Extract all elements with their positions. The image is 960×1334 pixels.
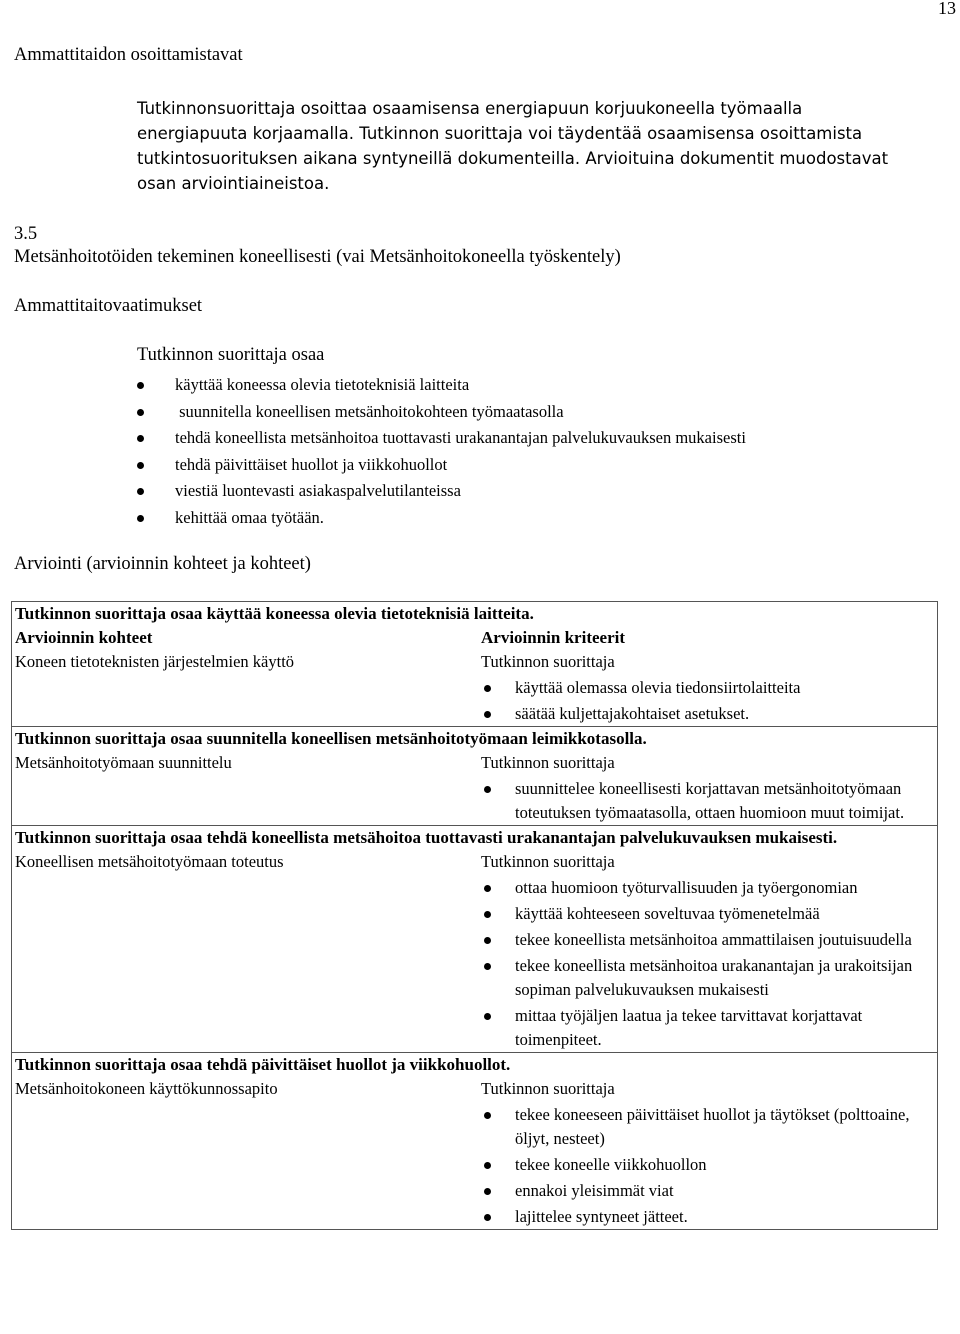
criteria-lead: Tutkinnon suorittaja <box>481 1079 615 1098</box>
intro-line: Tutkinnonsuorittaja osoittaa osaamisensa energiapuun korjuukoneella työmaalla <box>137 99 803 118</box>
requirement-text: suunnitella koneellisen metsänhoitokohteen työmaatasolla <box>175 401 564 421</box>
list-item <box>481 1101 937 1151</box>
criteria-list <box>481 874 937 1052</box>
list-item <box>481 874 937 900</box>
bullet-icon <box>137 488 144 495</box>
list-item <box>137 478 746 505</box>
criteria-lead: Tutkinnon suorittaja <box>481 852 615 871</box>
bullet-icon <box>484 685 491 692</box>
criterion-text: tekee koneelle viikkohuollon <box>515 1155 707 1174</box>
criteria-list <box>481 674 937 726</box>
bullet-icon <box>137 409 144 416</box>
bullet-icon <box>484 1112 491 1119</box>
list-item <box>481 674 937 700</box>
criterion-text: mittaa työjäljen laatua ja tekee tarvittavat korjattavat toimenpiteet. <box>515 1006 863 1049</box>
requirement-text: tehdä koneellista metsänhoitoa tuottavasti urakanantajan palvelukuvauksen mukaisesti <box>175 428 746 448</box>
section-number: 3.5 <box>14 224 38 244</box>
requirement-text: kehittää omaa työtään. <box>175 507 324 527</box>
criterion-text: käyttää kohteeseen soveltuvaa työmenetelmää <box>515 904 820 923</box>
bullet-icon <box>484 885 491 892</box>
bullet-icon <box>484 1013 491 1020</box>
list-item <box>481 1151 937 1177</box>
bullet-icon <box>484 1188 491 1195</box>
criteria-list <box>481 775 937 825</box>
intro-line: tutkintosuorituksen aikana syntyneillä dokumenteilla. Arvioituina dokumentit muodostavat <box>137 149 889 168</box>
criterion-text: säätää kuljettajakohtaiset asetukset. <box>515 704 750 723</box>
criterion-text: tekee koneeseen päivittäiset huollot ja täytökset (polttoaine, öljyt, nesteet) <box>515 1105 910 1148</box>
requirement-text: viestiä luontevasti asiakaspalvelutilanteissa <box>175 481 461 501</box>
evaluation-criteria <box>481 650 937 726</box>
list-item <box>481 775 937 825</box>
bullet-icon <box>484 963 491 970</box>
table-header-row <box>12 626 937 650</box>
requirement-text: käyttää koneessa olevia tietoteknisiä laitteita <box>175 375 470 394</box>
list-item <box>481 700 937 726</box>
heading-arviointi: Arviointi (arvioinnin kohteet ja kohteet) <box>14 554 311 574</box>
evaluation-target: Koneen tietoteknisten järjestelmien käyttö <box>15 652 295 671</box>
criterion-text: ennakoi yleisimmät viat <box>515 1181 674 1200</box>
criterion-text: ottaa huomioon työturvallisuuden ja työergonomian <box>515 878 858 897</box>
list-item <box>481 1177 937 1203</box>
bullet-icon <box>484 1214 491 1221</box>
criteria-lead: Tutkinnon suorittaja <box>481 652 615 671</box>
intro-line: osan arviointiaineistoa. <box>137 174 330 193</box>
bullet-icon <box>484 1162 491 1169</box>
skill-row: Tutkinnon suorittaja osaa tehdä koneellista metsähoitoa tuottavasti urakanantajan palvelukuvauksen mukaisesti. <box>12 825 937 850</box>
list-item <box>137 399 746 426</box>
skill-row: Tutkinnon suorittaja osaa tehdä päivittäiset huollot ja viikkohuollot. <box>12 1052 937 1077</box>
evaluation-criteria <box>481 850 937 1052</box>
header-targets: Arvioinnin kohteet <box>15 628 153 647</box>
list-item <box>137 452 746 479</box>
evaluation-target: Metsänhoitokoneen käyttökunnossapito <box>15 1079 278 1098</box>
criterion-text: lajittelee syntyneet jätteet. <box>515 1207 688 1226</box>
evaluation-criteria <box>481 1077 937 1229</box>
criteria-list <box>481 1101 937 1229</box>
table-row <box>12 751 937 825</box>
requirements-lead: Tutkinnon suorittaja osaa <box>137 345 325 365</box>
table-row <box>12 850 937 1052</box>
evaluation-target: Koneellisen metsähoitotyömaan toteutus <box>15 852 284 871</box>
list-item <box>137 505 746 532</box>
table-row <box>12 650 937 726</box>
heading-ammattitaitovaatimukset: Ammattitaitovaatimukset <box>14 296 203 316</box>
evaluation-target: Metsänhoitotyömaan suunnittelu <box>15 753 232 772</box>
bullet-icon <box>137 515 144 522</box>
page-number: 13 <box>938 0 956 18</box>
bullet-icon <box>484 937 491 944</box>
list-item <box>137 372 746 399</box>
bullet-icon <box>484 711 491 718</box>
list-item <box>137 425 746 452</box>
skill-row: Tutkinnon suorittaja osaa käyttää koneessa olevia tietoteknisiä laitteita. <box>12 601 937 626</box>
bullet-icon <box>137 435 144 442</box>
bullet-icon <box>484 911 491 918</box>
list-item <box>481 952 937 1002</box>
header-criteria: Arvioinnin kriteerit <box>481 628 626 647</box>
criterion-text: tekee koneellista metsänhoitoa ammattilaisen joutuisuudella <box>515 930 912 949</box>
evaluation-criteria <box>481 751 937 825</box>
heading-ammattitaidon-osoittamistavat: Ammattitaidon osoittamistavat <box>14 45 243 65</box>
table-row <box>12 1077 937 1229</box>
list-item <box>481 1203 937 1229</box>
criterion-text: käyttää olemassa olevia tiedonsiirtolaitteita <box>515 678 801 697</box>
intro-line: energiapuuta korjaamalla. Tutkinnon suorittaja voi täydentää osaamisensa osoittamista <box>137 124 863 143</box>
bullet-icon <box>137 462 144 469</box>
intro-paragraph <box>137 96 927 196</box>
bullet-icon <box>484 786 491 793</box>
criterion-text: tekee koneellista metsänhoitoa urakanantajan ja urakoitsijan sopiman palvelukuvauksen mukaisesti <box>515 956 913 999</box>
list-item <box>481 1002 937 1052</box>
requirement-text: tehdä päivittäiset huollot ja viikkohuollot <box>175 454 448 474</box>
evaluation-table <box>11 601 938 1230</box>
requirements-list <box>137 372 746 532</box>
list-item <box>481 900 937 926</box>
bullet-icon <box>137 382 144 389</box>
section-title: Metsänhoitotöiden tekeminen koneellisesti (vai Metsänhoitokoneella työskentely) <box>14 247 621 267</box>
list-item <box>481 926 937 952</box>
criteria-lead: Tutkinnon suorittaja <box>481 753 615 772</box>
criterion-text: suunnittelee koneellisesti korjattavan metsänhoitotyömaan toteutuksen työmaatasolla, ottaen huomioon muut toimijat. <box>515 779 905 822</box>
skill-row: Tutkinnon suorittaja osaa suunnitella koneellisen metsänhoitotyömaan leimikkotasolla. <box>12 726 937 751</box>
